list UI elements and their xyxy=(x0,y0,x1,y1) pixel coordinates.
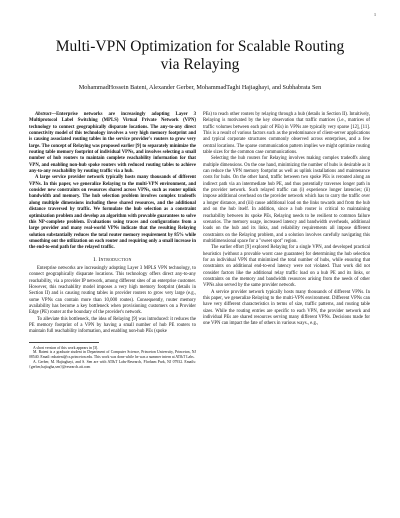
footnotes xyxy=(29,342,196,370)
abstract-paragraph-1 xyxy=(29,112,196,175)
left-column xyxy=(29,112,196,369)
right-paragraph-2: Selecting the hub routers for Relaying involves making complex tradeoffs along multiple dimensions. On the one hand, minimizing the number of hubs is desirable as it can reduce the VPN memory footprint as well as uplink installations and maintenance costs for hubs. On the other hand, traffic between two spoke PEs is rerouted along an indirect path via an intermediate hub PE, and thus potentially traverses longer path in the provider network. Such relayed traffic can (i) experience longer latencies; (ii) impose additional overhead on the provider network which has to carry the traffic over a longer distance, and (iii) cause additional load on the links towards and from the hub and on the hub itself. In addition, since a hub router is critical to maintaining reachability between its spoke PEs, Relaying needs to be resilient to common failure scenarios. The memory usage, increased latency and bandwidth overheads, additional loads on the hub and its links, and reliability requirements all impose different constraints on the Relaying problem, and a solution involves carefully navigating this multidimensional space for a "sweet spot" region. xyxy=(203,156,370,244)
footnote-1: A short version of this work appears in [3]. xyxy=(33,345,99,350)
abstract-text-1: —Enterprise networks are increasingly adopting Layer 3 Multiprotocol Label Switching (MPLS) Virtual Private Network (VPN) technology to connect geographically disparate locations. The any-to-any direct connectivity model of this technology involves a very high memory footprint and is causing associated routing tables in the service provider's routers to grow very large. The concept of Relaying was proposed earlier [9] to separately minimize the routing table memory footprint of individual VPNs, and involves selecting a small number of hub routers to maintain complete reachability information for that VPN, and enabling non-hub spoke routers with reduced routing tables to achieve any-to-any reachability by routing traffic via a hub. xyxy=(29,112,196,175)
abstract-paragraph-2: A large service provider network typically hosts many thousands of different VPNs. In this paper, we generalize Relaying to the multi-VPN environment, and consider new constraints on resources shared across VPNs, such as router uplink bandwidth and memory. The hub selection problem involves complex tradeoffs along multiple dimensions including these shared resources, and the additional distance traversed by traffic. We formulate the hub selection as a constraint optimization problem and develop an algorithm with provable guarantees to solve this NP-complete problem. Evaluations using traces and configurations from a large provider and many real-world VPNs indicate that the resulting Relaying solution substantially reduces the total router memory requirement by 85% while smoothing out the utilization on each router and requiring only a small increase in the end-to-end path for the relayed traffic. xyxy=(29,175,196,251)
abstract-lead: Abstract xyxy=(35,112,52,117)
section-heading-introduction: I. Introduction xyxy=(93,256,132,263)
author-list: MohammadHossein Bateni, Alexander Gerber, MohammadTaghi Hajiaghayi, and Subhabrata Sen xyxy=(78,84,322,91)
footnote-3: A. Gerber, M. Hajiaghayi, and S. Sen are with AT&T Labs-Research, Florham Park, NJ 07932. Emails: {gerber,hajiagha,sen}@research.att.com xyxy=(29,359,196,369)
intro-paragraph-2: To alleviate this bottleneck, the idea of Relaying [9] was introduced: it reduces the PE memory footprint of a VPN by having a small number of hub PE routers to maintain full reachability information, and enabling non-hub PEs (spoke xyxy=(29,316,196,335)
right-column xyxy=(203,112,370,328)
intro-paragraph-1: Enterprise networks are increasingly adopting Layer 3 MPLS VPN technology, to connect geographically disparate locations. This technology offers direct any-to-any reachability, via a provider IP network, among different sites of an enterprise customer. However, this reachability model imposes a very high memory footprint (details in Section II) and is causing routing tables in provider routers to grow very large (e.g., some VPNs can contain more than 10,000 routes). Consequently, router memory availability has become a key bottleneck when provisioning customers on a Provider Edge (PE) router at the boundary of the provider's network. xyxy=(29,265,196,316)
right-paragraph-3: The earlier effort [9] explored Relaying for a single VPN, and developed practical heuristics (without a provable worst case guarantee) for determining the hub selection for an individual VPN that minimized the total number of hubs, while ensuring that constraints on additional end-to-end latency were not violated. That work did not consider factors like the additional relay traffic load on a hub PE and its links, or constraints on the memory and bandwidth resources arising from the needs of other VPNs also served by the same provider network. xyxy=(203,245,370,289)
title-line-2: via Relaying xyxy=(160,56,240,73)
page-number: 1 xyxy=(374,12,376,17)
right-paragraph-4: A service provider network typically hosts many thousands of different VPNs. In this paper, we generalize Relaying to the multi-VPN environment. Different VPNs can have very different characteristics in terms of size, traffic patterns, and routing table sizes. While the routing entries are specific to each VPN, the provider network and individual PEs are shared resources serving many different VPNs. Decisions made for one VPN can impact the fate of others in various ways., e.g., xyxy=(203,289,370,327)
abstract xyxy=(29,112,196,252)
right-paragraph-1: PEs) to reach other routers by relaying through a hub (details in Section II). Intuitively, Relaying is motivated by the key observation that traffic matrices (i.e., matrices of traffic volumes between each pair of PEs) in VPNs are typically very sparse [12], [11]. This is a result of various factors such as the predominance of client-server applications and typical corporate structures commonly observed across enterprises, and a few central locations. The sparse communication pattern implies we might optimize routing table sizes for the common case communications. xyxy=(203,112,370,156)
title-line-1: Multi-VPN Optimization for Scalable Routing xyxy=(55,38,345,55)
paper-title xyxy=(0,38,400,74)
footnote-2: M. Bateni is a graduate student in Department of Computer Science, Princeton University, Princeton, NJ 08540. Email: mbateni@cs.princeton.edu. This work was done while he was a summer intern at AT&T Labs. xyxy=(29,350,196,360)
